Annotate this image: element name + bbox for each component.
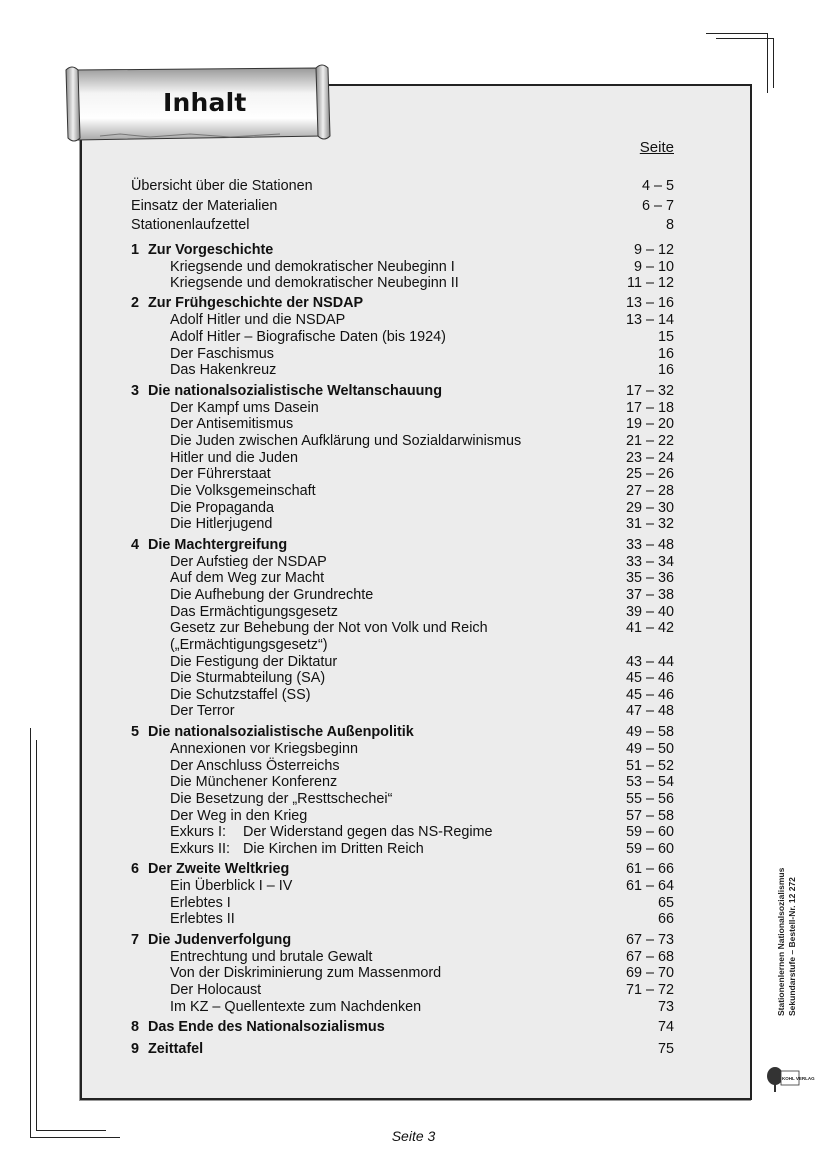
toc-page-range: 19 – 20 [625,416,674,432]
chapter-title: Der Zweite Weltkrieg [148,861,290,877]
chapter-title: Die Machtergreifung [148,537,288,553]
page-title: Inhalt [163,88,247,117]
toc-page-range: 49 – 50 [625,741,674,757]
excursus-label: Exkurs II: [170,841,230,857]
toc-entry-row [131,808,674,825]
toc-page-range: 51 – 52 [625,758,674,774]
toc-page-range: 75 [657,1041,674,1057]
chapter-title: Das Ende des Nationalsozialismus [148,1019,385,1035]
toc-entry-title [131,242,273,259]
toc-entry-title: Der Faschismus [170,346,274,362]
toc-entry-title: Das Ermächtigungsgesetz [170,604,338,620]
toc-entry-row [131,637,674,654]
toc-entry-row [131,620,674,637]
chapter-number: 4 [131,537,140,553]
toc-entry-row [131,198,674,215]
toc-entry-title: Der Anschluss Österreichs [170,758,340,774]
excursus-label: Exkurs I: [170,824,226,840]
toc-page-range: 15 [657,329,674,345]
toc-entry-title: Auf dem Weg zur Macht [170,570,325,586]
toc-entry-title: Der Weg in den Krieg [170,808,308,824]
toc-entry-title: Adolf Hitler und die NSDAP [170,312,346,328]
toc-chapter-row [131,1041,674,1058]
toc-page-range: 66 [657,911,674,927]
toc-entry-row [131,999,674,1016]
excursus-title: Der Widerstand gegen das NS-Regime [243,824,493,840]
toc-entry-row [131,259,674,276]
toc-entry-title: Der Antisemitismus [170,416,294,432]
toc-page-range: 69 – 70 [625,965,674,981]
chapter-title: Zeittafel [148,1041,204,1057]
toc-entry-row [131,791,674,808]
chapter-number: 6 [131,861,140,877]
toc-entry-title: Die Juden zwischen Aufklärung und Sozialdarwinismus [170,433,522,449]
chapter-number: 9 [131,1041,140,1057]
toc-page-range: 57 – 58 [625,808,674,824]
toc-entry-title: Die Volksgemeinschaft [170,483,316,499]
toc-entry-title: Im KZ – Quellentexte zum Nachdenken [170,999,422,1015]
toc-entry-row [131,965,674,982]
toc-page-range: 8 [665,217,674,233]
chapter-title: Zur Frühgeschichte der NSDAP [148,295,364,311]
toc-entry-title: Die Hitlerjugend [170,516,273,532]
toc-page-range: 4 – 5 [641,178,674,194]
chapter-number: 3 [131,383,140,399]
toc-entry-row [131,570,674,587]
toc-entry-title [131,1019,385,1036]
toc-entry-row [131,466,674,483]
publisher-logo [765,1062,815,1096]
toc-page-range: 23 – 24 [625,450,674,466]
toc-page-range: 11 – 12 [627,275,674,291]
chapter-number: 2 [131,295,140,311]
toc-entry-title: Der Führerstaat [170,466,271,482]
toc-entry-title: Erlebtes II [170,911,235,927]
toc-entry-title: Die Besetzung der „Resttschechei“ [170,791,393,807]
toc-page-range: 31 – 32 [625,516,674,532]
toc-entry-title [131,724,414,741]
toc-entry-title: Die Münchener Konferenz [170,774,338,790]
toc-page-range: 59 – 60 [625,841,674,857]
chapter-title: Die Judenverfolgung [148,932,292,948]
toc-entry-title: Der Terror [170,703,235,719]
toc-page-range: 9 – 10 [633,259,674,275]
toc-entry-row [131,312,674,329]
toc-entry-row [131,346,674,363]
toc-entry-title: Ein Überblick I – IV [170,878,293,894]
toc-page-range: 29 – 30 [625,500,674,516]
toc-entry-row [131,178,674,195]
chapter-title: Zur Vorgeschichte [148,242,274,258]
toc-page-range: 33 – 34 [625,554,674,570]
toc-entry-title: Die Schutzstaffel (SS) [170,687,311,703]
toc-entry-row [131,362,674,379]
toc-entry-title [131,295,363,312]
toc-entry-row [131,687,674,704]
toc-entry-row [131,824,674,841]
toc-entry-title [170,841,424,858]
frame-line-bottom-left-v [30,728,31,1137]
toc-page-range: 41 – 42 [625,620,674,636]
toc-entry-title: Annexionen vor Kriegsbeginn [170,741,359,757]
toc-page-range: 74 [657,1019,674,1035]
toc-page-range: 16 [657,346,674,362]
toc-page-range: 67 – 73 [625,932,674,948]
toc-page-range: 13 – 14 [625,312,674,328]
toc-page-range: 61 – 64 [625,878,674,894]
toc-entry-row [131,949,674,966]
frame-line-top-right-v2 [773,38,774,88]
chapter-title: Die nationalsozialistische Weltanschauung [148,383,443,399]
toc-entry-title [131,537,287,554]
toc-chapter-row [131,861,674,878]
toc-entry-title: Gesetz zur Behebung der Not von Volk und Reich [170,620,488,636]
chapter-number: 7 [131,932,140,948]
toc-chapter-row [131,1019,674,1036]
toc-entry-title: Die Propaganda [170,500,275,516]
toc-entry-row [131,516,674,533]
toc-page-range: 17 – 32 [625,383,674,399]
toc-page-range: 43 – 44 [625,654,674,670]
toc-page-range: 49 – 58 [625,724,674,740]
toc-entry-title: Kriegsende und demokratischer Neubeginn II [170,275,459,291]
toc-page-range: 47 – 48 [625,703,674,719]
toc-entry-row [131,275,674,292]
toc-entry-title: Der Holocaust [170,982,262,998]
toc-entry-row [131,741,674,758]
frame-line-top-right-h [706,33,768,34]
toc-entry-row [131,758,674,775]
toc-entry-title: Der Kampf ums Dasein [170,400,319,416]
toc-page-range: 17 – 18 [625,400,674,416]
toc-page-range: 65 [657,895,674,911]
side-text-line-1: Stationenlernen Nationalsozialismus [776,867,786,1016]
toc-entry-title: Das Hakenkreuz [170,362,277,378]
toc-chapter-row [131,295,674,312]
toc-entry-title [131,1041,203,1058]
toc-entry-row [131,604,674,621]
toc-entry-row [131,483,674,500]
toc-entry-title: Einsatz der Materialien [131,198,278,214]
frame-line-top-right-v [767,33,768,93]
toc-page-range: 27 – 28 [625,483,674,499]
toc-chapter-row [131,383,674,400]
toc-page-range: 25 – 26 [625,466,674,482]
toc-chapter-row [131,242,674,259]
toc-page-range: 33 – 48 [625,537,674,553]
toc-entry-title: Die Aufhebung der Grundrechte [170,587,374,603]
chapter-number: 1 [131,242,140,258]
toc-page-range: 21 – 22 [625,433,674,449]
toc-page-range: 37 – 38 [625,587,674,603]
toc-entry-row [131,400,674,417]
toc-entry-row [131,841,674,858]
toc-page-range: 16 [657,362,674,378]
toc-page-range: 61 – 66 [625,861,674,877]
toc-entry-title [131,932,291,949]
toc-page-range: 59 – 60 [625,824,674,840]
toc-entry-row [131,703,674,720]
toc-page-range: 6 – 7 [641,198,674,214]
toc-entry-title [131,383,442,400]
frame-line-bottom-left-v2 [36,740,37,1130]
toc-entry-title: Der Aufstieg der NSDAP [170,554,327,570]
toc-page-range: 71 – 72 [625,982,674,998]
toc-page-range: 67 – 68 [625,949,674,965]
toc-entry-row [131,450,674,467]
toc-entry-row [131,329,674,346]
side-text-line-2: Sekundarstufe – Bestell-Nr. 12 272 [787,877,797,1016]
toc-page-range: 45 – 46 [625,687,674,703]
toc-entry-title: Erlebtes I [170,895,231,911]
chapter-number: 5 [131,724,140,740]
toc-entry-title [170,824,493,841]
toc-entry-title [131,861,289,878]
chapter-number: 8 [131,1019,140,1035]
page-footer: Seite 3 [391,1128,436,1144]
toc-page-range: 45 – 46 [625,670,674,686]
toc-entry-row [131,587,674,604]
toc-entry-row [131,554,674,571]
svg-text:KOHL VERLAG: KOHL VERLAG [782,1076,815,1081]
toc-page-range: 9 – 12 [633,242,674,258]
toc-chapter-row [131,932,674,949]
toc-entry-row [131,670,674,687]
chapter-title: Die nationalsozialistische Außenpolitik [148,724,414,740]
toc-entry-row [131,911,674,928]
toc-entry-title: Hitler und die Juden [170,450,298,466]
page-column-header: Seite [639,139,674,156]
toc-entry-title: Kriegsende und demokratischer Neubeginn I [170,259,455,275]
toc-entry-title: Entrechtung und brutale Gewalt [170,949,373,965]
toc-entry-row [131,774,674,791]
frame-line-top-right-h2 [716,38,773,39]
toc-entry-row [131,878,674,895]
toc-entry-title: („Ermächtigungsgesetz“) [170,637,328,653]
toc-entry-row [131,433,674,450]
toc-entry-row [131,654,674,671]
publisher-side-text [776,868,798,1016]
toc-page-range: 13 – 16 [625,295,674,311]
toc-page-range: 53 – 54 [625,774,674,790]
toc-entry-title: Adolf Hitler – Biografische Daten (bis 1924) [170,329,446,345]
toc-entry-title: Die Sturmabteilung (SA) [170,670,326,686]
toc-entry-title: Von der Diskriminierung zum Massenmord [170,965,442,981]
toc-entry-row [131,500,674,517]
toc-page-range: 73 [657,999,674,1015]
toc-page-range: 35 – 36 [625,570,674,586]
toc-chapter-row [131,724,674,741]
toc-chapter-row [131,537,674,554]
toc-entry-row [131,416,674,433]
excursus-title: Die Kirchen im Dritten Reich [243,841,424,857]
toc-entry-title: Übersicht über die Stationen [131,178,313,194]
toc-page-range: 39 – 40 [625,604,674,620]
toc-page-range: 55 – 56 [625,791,674,807]
toc-entry-row [131,895,674,912]
toc-entry-title: Stationenlaufzettel [131,217,250,233]
toc-entry-row [131,982,674,999]
toc-entry-row [131,217,674,234]
toc-entry-title: Die Festigung der Diktatur [170,654,338,670]
